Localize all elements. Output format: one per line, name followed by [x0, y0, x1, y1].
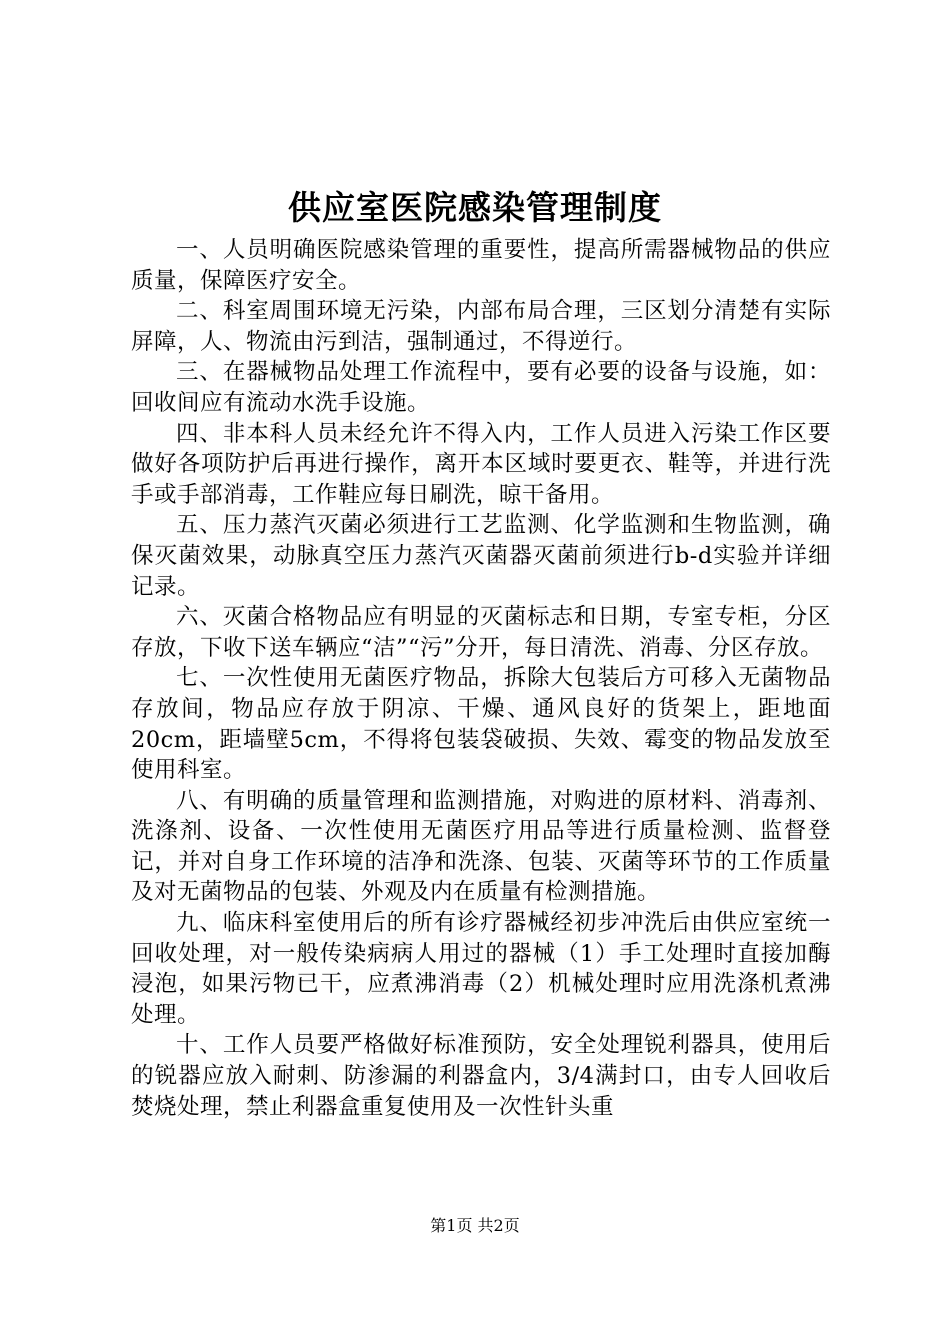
page-title: 供应室医院感染管理制度 [288, 188, 662, 227]
paragraph-6: 六、灭菌合格物品应有明显的灭菌标志和日期，专室专柜，分区存放，下收下送车辆应“洁”“污”分开，每日清洗、消毒、分区存放。 [131, 604, 831, 661]
document-body [131, 235, 831, 1122]
paragraph-8: 八、有明确的质量管理和监测措施，对购进的原材料、消毒剂、洗涤剂、设备、一次性使用无菌医疗用品等进行质量检测、监督登记，并对自身工作环境的洁净和洗涤、包装、灭菌等环节的工作质量及对无菌物品的包装、外观及内在质量有检测措施。 [131, 787, 831, 906]
paragraph-9: 九、临床科室使用后的所有诊疗器械经初步冲洗后由供应室统一回收处理，对一般传染病病人用过的器械（1）手工处理时直接加酶浸泡，如果污物已干，应煮沸消毒（2）机械处理时应用洗涤机煮沸处理。 [131, 910, 831, 1028]
paragraph-5: 五、压力蒸汽灭菌必须进行工艺监测、化学监测和生物监测，确保灭菌效果，动脉真空压力蒸汽灭菌器灭菌前须进行b-d实验并详细记录。 [131, 512, 831, 600]
paragraph-2: 二、科室周围环境无污染，内部布局合理，三区划分清楚有实际屏障，人、物流由污到洁，强制通过，不得逆行。 [131, 298, 831, 355]
paragraph-7: 七、一次性使用无菌医疗物品，拆除大包装后方可移入无菌物品存放间，物品应存放于阴凉、干燥、通风良好的货架上，距地面20cm，距墙壁5cm，不得将包装袋破损、失效、霉变的物品发放至使用科室。 [131, 665, 831, 784]
paragraph-4: 四、非本科人员未经允许不得入内，工作人员进入污染工作区要做好各项防护后再进行操作，离开本区域时要更衣、鞋等，并进行洗手或手部消毒，工作鞋应每日刷洗，晾干备用。 [131, 420, 831, 508]
paragraph-10: 十、工作人员要严格做好标准预防，安全处理锐利器具，使用后的锐器应放入耐刺、防渗漏的利器盒内，3/4满封口，由专人回收后焚烧处理，禁止利器盒重复使用及一次性针头重 [131, 1032, 831, 1120]
paragraph-3: 三、在器械物品处理工作流程中，要有必要的设备与设施，如：回收间应有流动水洗手设施。 [131, 359, 831, 416]
page-footer: 第1页 共2页 [430, 1216, 520, 1235]
paragraph-1: 一、人员明确医院感染管理的重要性，提高所需器械物品的供应质量，保障医疗安全。 [131, 237, 831, 294]
